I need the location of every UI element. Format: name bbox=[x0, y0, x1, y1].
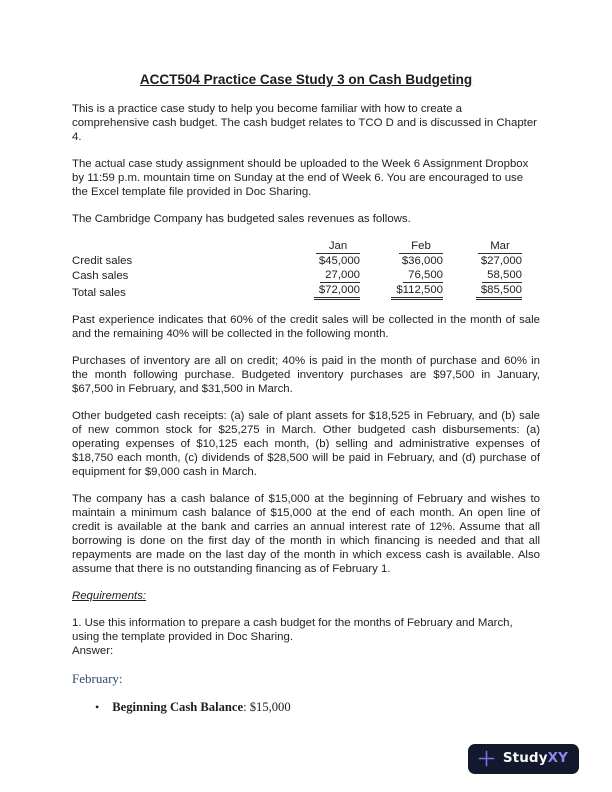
cell-cash-feb: 76,500 bbox=[360, 268, 443, 283]
table-row-credit-sales bbox=[72, 254, 522, 268]
upload-instructions-paragraph: The actual case study assignment should be uploaded to the Week 6 Assignment Dropbox by 11:59 p.m. mountain time on Sunday at the end of Week 6. You are encouraged to use the Excel template file provided in Doc Sharing. bbox=[72, 158, 529, 198]
table-header-mar: Mar bbox=[443, 239, 522, 254]
cell-total-feb: $112,500 bbox=[360, 283, 443, 300]
cell-credit-feb: $36,000 bbox=[401, 255, 443, 267]
list-item-label: Beginning Cash Balance bbox=[112, 700, 244, 714]
requirements-heading: Requirements: bbox=[72, 590, 147, 602]
other-cash-note-paragraph: Other budgeted cash receipts: (a) sale of plant assets for $18,525 in February, and (b) sale of new common stock for $25,275 in March. Other budgeted cash disbursements: (a) operating expenses of $10,125 each month, (b) selling and administrative expenses of $18,750 each month, (c) dividends of $28,500 will be paid in February, and (d) purchase of equipment for $9,000 cash in March. bbox=[72, 410, 540, 478]
table-header-row bbox=[72, 239, 522, 254]
cash-balance-note-paragraph: The company has a cash balance of $15,000 at the beginning of February and wishes to maintain a minimum cash balance of $15,000 at the end of each month. An open line of credit is available at the bank and carries an annual interest rate of 12%. Assume that all borrowing is done on the first day of the month in which financing is needed and that all repayments are made on the last day of the month in which excess cash is available. Also assume that there is no outstanding financing as of February 1. bbox=[72, 493, 540, 575]
row-label: Credit sales bbox=[72, 255, 133, 267]
purchases-note-paragraph: Purchases of inventory are all on credit; 40% is paid in the month of purchase and 60% in the month following purchase. Budgeted inventory purchases are $97,500 in January, $67,500 in February, and $31,500 in March. bbox=[72, 355, 540, 395]
table-header-feb: Feb bbox=[360, 239, 443, 254]
cell-credit-jan: $45,000 bbox=[318, 255, 360, 267]
bullet-icon: • bbox=[95, 700, 100, 714]
february-heading: February: bbox=[72, 671, 123, 686]
studyxy-logo bbox=[468, 744, 579, 774]
row-label: Cash sales bbox=[72, 270, 129, 282]
table-row-cash-sales bbox=[72, 268, 522, 283]
table-header-jan: Jan bbox=[277, 239, 360, 254]
collections-note-paragraph: Past experience indicates that 60% of the credit sales will be collected in the month of sale and the remaining 40% will be collected in the following month. bbox=[72, 314, 540, 340]
cell-total-mar: $85,500 bbox=[443, 283, 522, 300]
list-item-value: : $15,000 bbox=[243, 700, 291, 714]
logo-wordmark bbox=[503, 750, 568, 767]
cell-cash-mar: 58,500 bbox=[443, 268, 522, 283]
requirement-1-block bbox=[72, 616, 540, 658]
intro-paragraph: This is a practice case study to help you become familiar with how to create a comprehensive cash budget. The cash budget relates to TCO D and is discussed in Chapter 4. bbox=[72, 103, 537, 143]
requirement-1-text: 1. Use this information to prepare a cash budget for the months of February and March, using the template provided in Doc Sharing. bbox=[72, 617, 513, 643]
page-title: ACCT504 Practice Case Study 3 on Cash Budgeting bbox=[139, 72, 473, 87]
cell-credit-mar: $27,000 bbox=[480, 255, 522, 267]
list-item-text bbox=[112, 700, 290, 715]
answer-label: Answer: bbox=[72, 645, 114, 657]
sales-table bbox=[72, 239, 522, 300]
row-label: Total sales bbox=[72, 287, 126, 299]
list-item-beginning-cash bbox=[72, 700, 540, 715]
table-row-total-sales bbox=[72, 283, 522, 300]
logo-text-study: Study bbox=[502, 750, 548, 766]
cell-total-jan: $72,000 bbox=[277, 283, 360, 300]
sales-intro-paragraph: The Cambridge Company has budgeted sales revenues as follows. bbox=[72, 213, 411, 225]
plus-icon bbox=[477, 749, 496, 768]
cell-cash-jan: 27,000 bbox=[277, 268, 360, 283]
table-header-spacer bbox=[72, 239, 277, 254]
logo-text-xy: XY bbox=[547, 750, 568, 766]
